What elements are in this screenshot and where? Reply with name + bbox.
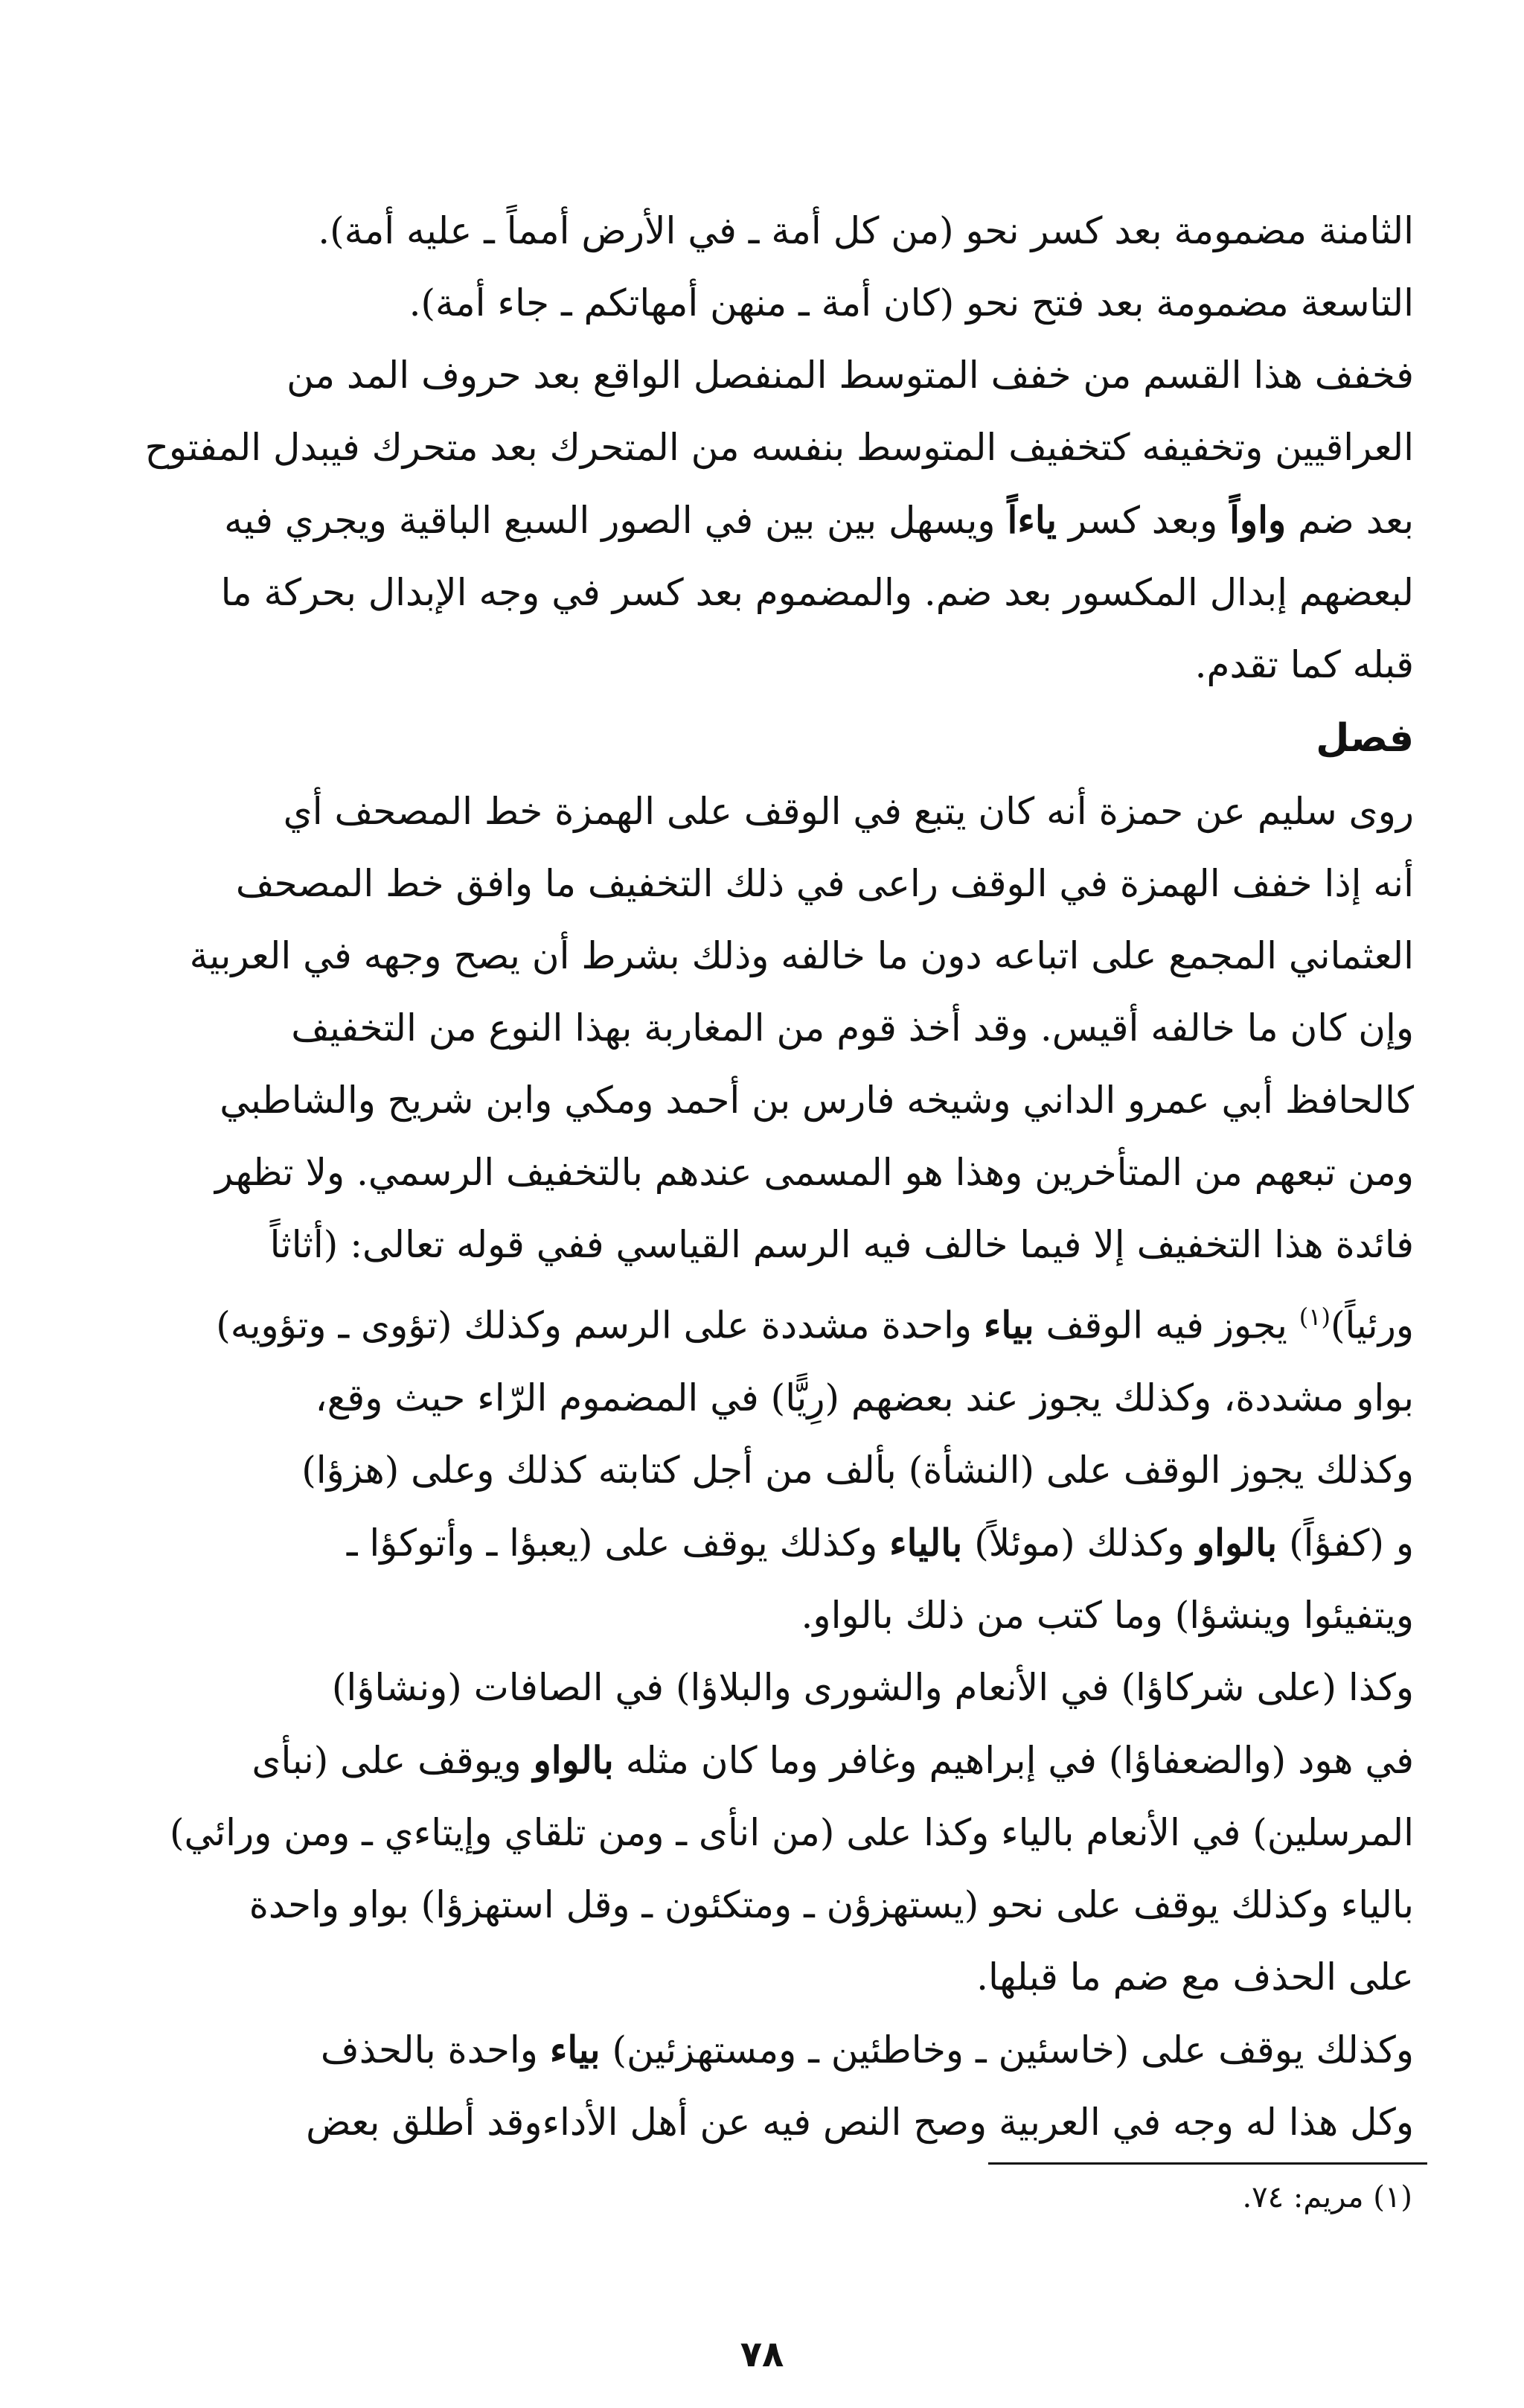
text-line: روى سليم عن حمزة أنه كان يتبع في الوقف على الهمزة خط المصحف أي [283, 790, 1414, 833]
text-run: وكذلك يوقف على (خاسئين ـ وخاطئين ـ ومستهزئين) [600, 2028, 1414, 2072]
text-run: ويسهل بين بين في الصور السبع الباقية ويجري فيه [224, 499, 1008, 542]
main-text [97, 195, 1414, 2159]
text-line [97, 1507, 1414, 1580]
text-line: بالياء وكذلك يوقف على نحو (يستهزؤن ـ ومتكئون ـ وقل استهزؤا) بواو واحدة [249, 1882, 1414, 1926]
text-run: وكذلك يوقف على (يعبؤا ـ وأتوكؤا ـ [346, 1521, 890, 1565]
bold-term: بالياء [889, 1520, 963, 1565]
text-line: لبعضهم إبدال المكسور بعد ضم. والمضموم بعد كسر في وجه الإبدال بحركة ما [220, 571, 1414, 614]
bold-term: ياءاً [1007, 498, 1057, 542]
text-run: وبعد كسر [1057, 499, 1230, 542]
text-line: فخفف هذا القسم من خفف المتوسط المنفصل الواقع بعد حروف المد من [286, 354, 1414, 397]
text-line [97, 484, 1414, 557]
text-line: العراقيين وتخفيفه كتخفيف المتوسط بنفسه من المتحرك بعد متحرك فيبدل المفتوح [144, 426, 1414, 469]
text-line: الثامنة مضمومة بعد كسر نحو (من كل أمة ـ في الأرض أمماً ـ عليه أمة). [318, 209, 1414, 252]
text-run: يجوز فيه الوقف [1034, 1303, 1299, 1347]
text-line: أنه إذا خفف الهمزة في الوقف راعى في ذلك التخفيف ما وافق خط المصحف [235, 862, 1414, 905]
text-line: ومن تبعهم من المتأخرين وهذا هو المسمى عندهم بالتخفيف الرسمي. ولا تظهر [214, 1151, 1414, 1194]
text-line: ويتفيئوا وينشؤا) وما كتب من ذلك بالواو. [801, 1593, 1414, 1637]
text-line: فائدة هذا التخفيف إلا فيما خالف فيه الرسم القياسي ففي قوله تعالى: (أثاثاً [269, 1223, 1414, 1266]
text-line: وكذا (على شركاؤا) في الأنعام والشورى والبلاؤا) في الصافات (ونشاؤا) [331, 1665, 1414, 1709]
text-run: في هود (والضعفاؤا) في إبراهيم وغافر وما كان مثله [613, 1738, 1414, 1782]
bold-term: بالواو [533, 1737, 614, 1782]
bold-term: بالواو [1196, 1520, 1278, 1565]
text-line [97, 1281, 1414, 1362]
text-run: بعد ضم [1286, 499, 1414, 542]
bold-term: واواً [1229, 498, 1287, 542]
footnote-ref: (١) [1299, 1303, 1331, 1331]
section-heading: فصل [1316, 716, 1414, 761]
text-line: العثماني المجمع على اتباعه دون ما خالفه وذلك بشرط أن يصح وجهه في العربية [189, 934, 1414, 977]
footnote: (١) مريم: ٧٤. [1242, 2180, 1412, 2214]
text-run: و (كفؤاً) [1277, 1521, 1414, 1565]
footnote-divider [988, 2162, 1427, 2165]
text-run: ويوقف على (نبأى [252, 1738, 534, 1782]
text-line: بواو مشددة، وكذلك يجوز عند بعضهم (رِيًّا) في المضموم الرّاء حيث وقع، [315, 1376, 1414, 1419]
text-line: المرسلين) في الأنعام بالياء وكذا على (من انأى ـ ومن تلقاي وإيتاءي ـ ومن ورائي) [170, 1810, 1414, 1854]
page-number: ٧٨ [740, 2334, 784, 2375]
bold-term: بياء [549, 2027, 601, 2072]
text-line [97, 2013, 1414, 2086]
text-run: واحدة بالحذف [320, 2028, 550, 2072]
text-run: واحدة مشددة على الرسم وكذلك (تؤوى ـ وتؤويه) [216, 1303, 984, 1347]
text-run: ورئياً) [1330, 1303, 1414, 1347]
text-line: وكل هذا له وجه في العربية وصح النص فيه عن أهل الأداءوقد أطلق بعض [306, 2100, 1414, 2144]
bold-term: بياء [983, 1303, 1034, 1347]
text-line: وإن كان ما خالفه أقيس. وقد أخذ قوم من المغاربة بهذا النوع من التخفيف [291, 1006, 1414, 1050]
text-line: وكذلك يجوز الوقف على (النشأة) بألف من أجل كتابته كذلك وعلى (هزؤا) [301, 1448, 1414, 1492]
text-line: على الحذف مع ضم ما قبلها. [976, 1955, 1414, 1999]
text-line: قبله كما تقدم. [1194, 643, 1414, 686]
text-line: كالحافظ أبي عمرو الداني وشيخه فارس بن أحمد ومكي وابن شريح والشاطبي [220, 1079, 1414, 1122]
text-line [97, 1724, 1414, 1797]
text-run: وكذلك (موئلاً) [962, 1521, 1197, 1565]
text-line: التاسعة مضمومة بعد فتح نحو (كان أمة ـ منهن أمهاتكم ـ جاء أمة). [409, 281, 1414, 325]
